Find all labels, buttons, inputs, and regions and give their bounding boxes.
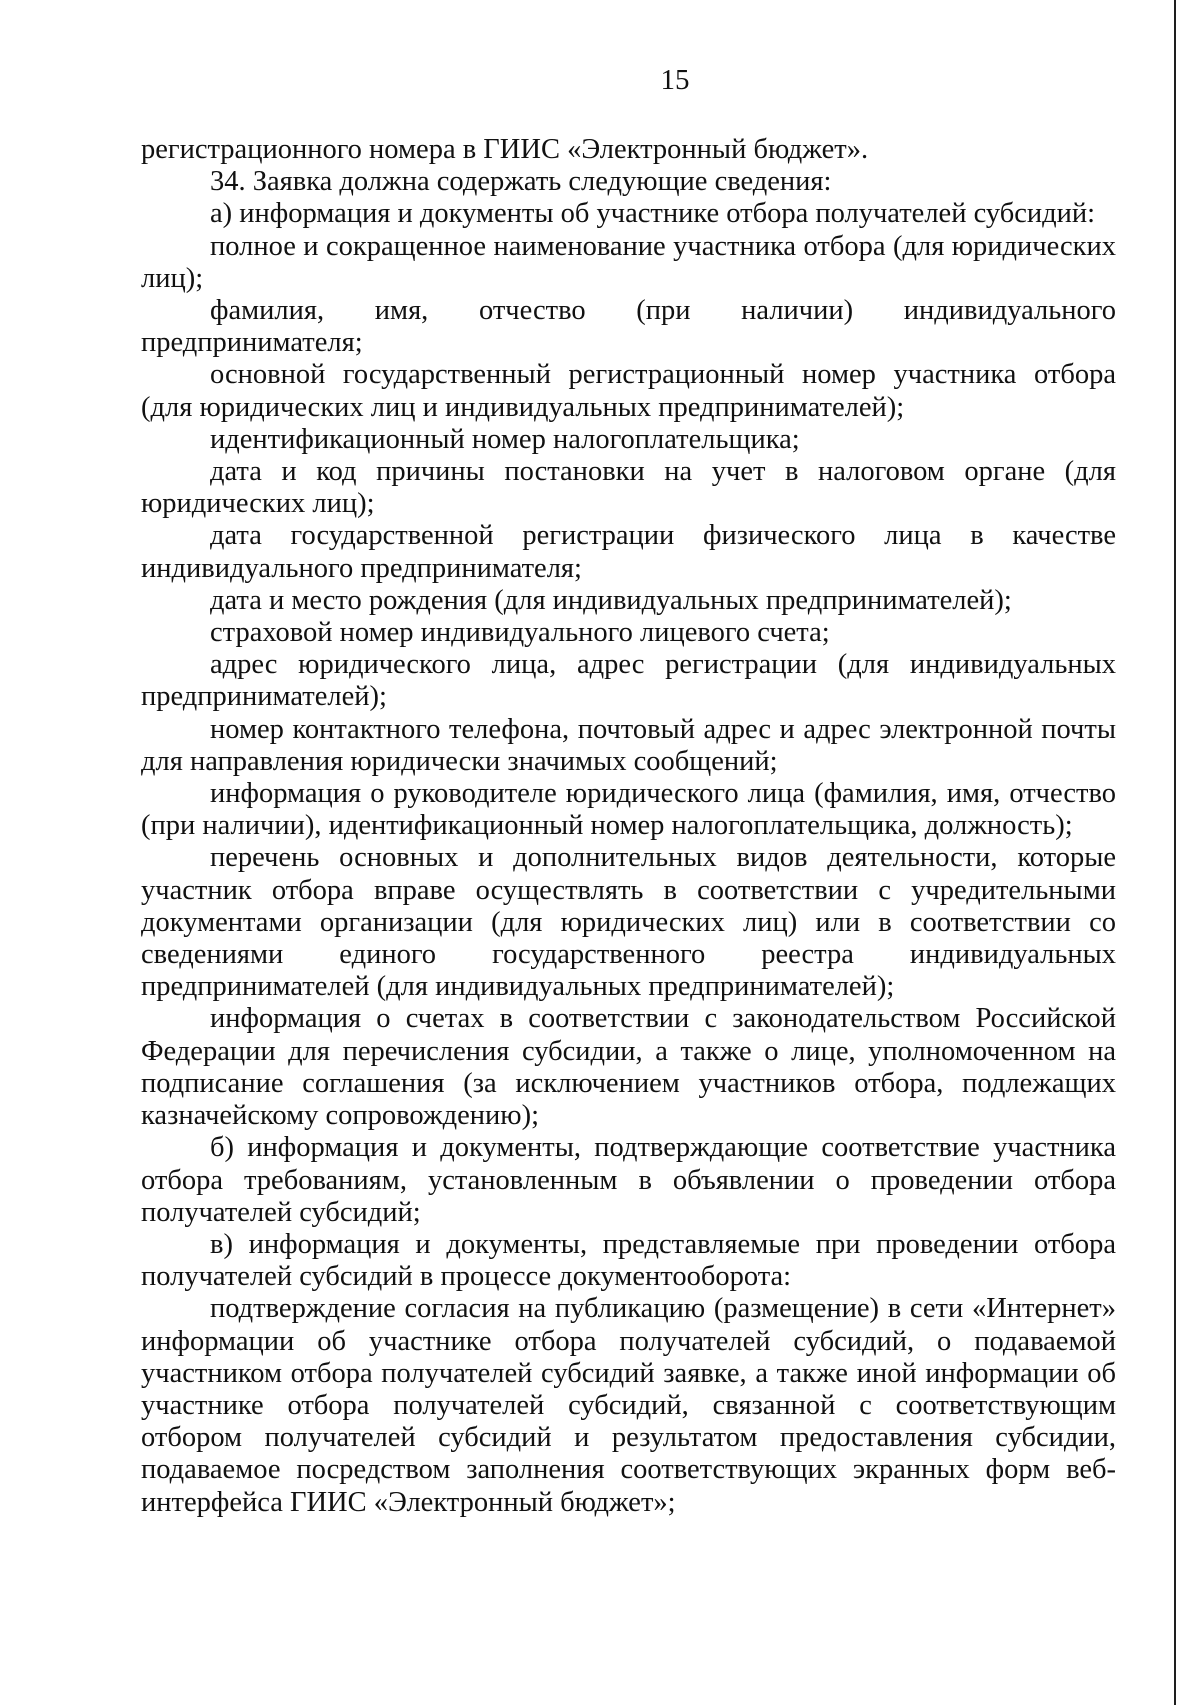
paragraph: 34. Заявка должна содержать следующие сведения: <box>210 166 832 198</box>
paragraph: информация о счетах в соответствии с законодательством Российской Федерации для перечисления субсидии, а также о лице, уполномоченном на подписание соглашения (за исключением участников отбора, подлежащих казначейскому сопровождению); <box>141 1003 1116 1132</box>
paragraph: полное и сокращенное наименование участника отбора (для юридических лиц); <box>141 230 1116 294</box>
paragraph: дата и код причины постановки на учет в налоговом органе (для юридических лиц); <box>141 456 1116 520</box>
paragraph: регистрационного номера в ГИИС «Электронный бюджет». <box>141 134 869 165</box>
page-number: 15 <box>660 64 690 96</box>
paragraph: фамилия, имя, отчество (при наличии) индивидуального предпринимателя; <box>141 295 1116 359</box>
paragraph: адрес юридического лица, адрес регистрации (для индивидуальных предпринимателей); <box>141 649 1116 713</box>
paragraph: идентификационный номер налогоплательщика; <box>210 423 800 455</box>
paragraph: дата государственной регистрации физического лица в качестве индивидуального предпринимателя; <box>141 520 1116 584</box>
paragraph: а) информация и документы об участнике отбора получателей субсидий: <box>210 198 1096 230</box>
page-edge-line <box>1174 0 1176 1705</box>
paragraph: в) информация и документы, представляемые при проведении отбора получателей субсидий в процессе документооборота: <box>141 1228 1116 1293</box>
document-body <box>141 134 1116 1519</box>
paragraph: перечень основных и дополнительных видов деятельности, которые участник отбора вправе осуществлять в соответствии с учредительными документами организации (для юридических лиц) или в соответствии со сведениями единого государственного реестра индивидуальных предпринимателей (для индивидуальных предпринимателей); <box>141 842 1116 1003</box>
paragraph: номер контактного телефона, почтовый адрес и адрес электронной почты для направления юридически значимых сообщений; <box>141 713 1116 777</box>
paragraph: подтверждение согласия на публикацию (размещение) в сети «Интернет» информации об участнике отбора получателей субсидий, о подаваемой участником отбора получателей субсидий заявке, а также иной информации об участнике отбора получателей субсидий, связанной с соответствующим отбором получателей субсидий и результатом предоставления субсидии, подаваемое посредством заполнения соответствующих экранных форм веб-интерфейса ГИИС «Электронный бюджет»; <box>141 1293 1116 1518</box>
paragraph: основной государственный регистрационный номер участника отбора (для юридических лиц и индивидуальных предпринимателей); <box>141 359 1116 423</box>
paragraph: страховой номер индивидуального лицевого счета; <box>210 617 830 649</box>
paragraph: дата и место рождения (для индивидуальных предпринимателей); <box>210 584 1012 616</box>
paragraph: информация о руководителе юридического лица (фамилия, имя, отчество (при наличии), идентификационный номер налогоплательщика, должность); <box>141 778 1116 842</box>
paragraph: б) информация и документы, подтверждающие соответствие участника отбора требованиям, установленным в объявлении о проведении отбора получателей субсидий; <box>141 1132 1116 1228</box>
